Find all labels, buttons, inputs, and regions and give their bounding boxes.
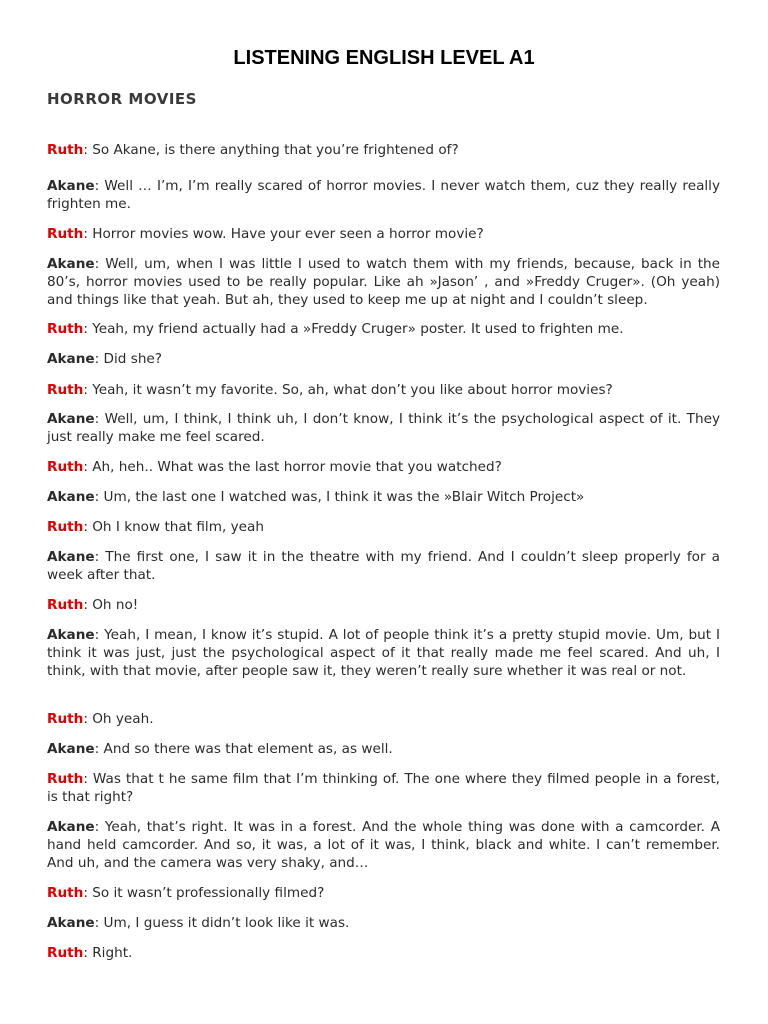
dialogue-text: : Well, um, I think, I think uh, I don’t know, I think it’s the psychological aspect of it. They just really make me feel scared. — [47, 411, 720, 445]
dialogue-line — [47, 320, 720, 338]
speaker-name: Ruth — [47, 459, 84, 475]
speaker-name: Akane — [47, 411, 95, 427]
dialogue-text: : Um, the last one I watched was, I think it was the »Blair Witch Project» — [94, 489, 585, 505]
speaker-name: Akane — [47, 915, 95, 931]
dialogue-line — [47, 488, 720, 506]
speaker-name: Akane — [47, 489, 95, 505]
speaker-name: Ruth — [47, 519, 84, 535]
document-subtitle: HORROR MOVIES — [47, 90, 197, 108]
dialogue-line — [47, 710, 720, 728]
dialogue-line — [47, 255, 720, 309]
dialogue-line — [47, 141, 720, 159]
dialogue-line — [47, 518, 720, 536]
dialogue-text: : Oh no! — [83, 597, 139, 613]
dialogue-text: : So Akane, is there anything that you’re frightened of? — [83, 142, 459, 158]
speaker-name: Ruth — [47, 771, 84, 787]
dialogue-text: : Horror movies wow. Have your ever seen a horror movie? — [83, 226, 484, 242]
dialogue-line — [47, 350, 720, 368]
dialogue-text: : Oh yeah. — [83, 711, 154, 727]
document-title: LISTENING ENGLISH LEVEL A1 — [233, 47, 535, 69]
dialogue-text: : Um, I guess it didn’t look like it was. — [94, 915, 350, 931]
dialogue-line — [47, 381, 720, 399]
dialogue-text: : Yeah, I mean, I know it’s stupid. A lot of people think it’s a pretty stupid movie. Um, but I think it was just, just the psychological aspect of it that really made me feel scared. And uh, I think, with that movie, after people saw it, they weren’t really sure whether it was real or not. — [47, 627, 720, 679]
dialogue-line — [47, 770, 720, 806]
speaker-name: Ruth — [47, 226, 84, 242]
dialogue-line — [47, 410, 720, 446]
dialogue-line — [47, 944, 720, 962]
dialogue-line — [47, 626, 720, 680]
speaker-name: Akane — [47, 256, 95, 272]
speaker-name: Akane — [47, 351, 95, 367]
dialogue-line — [47, 884, 720, 902]
dialogue-line — [47, 177, 720, 213]
dialogue-text: : Was that t he same film that I’m thinking of. The one where they filmed people in a forest, is that right? — [47, 771, 720, 805]
dialogue-text: : Did she? — [94, 351, 163, 367]
speaker-name: Ruth — [47, 142, 84, 158]
dialogue-text: : Right. — [83, 945, 133, 961]
dialogue-line — [47, 458, 720, 476]
speaker-name: Ruth — [47, 945, 84, 961]
speaker-name: Akane — [47, 741, 95, 757]
dialogue-text: : And so there was that element as, as well. — [94, 741, 393, 757]
dialogue-text: : Yeah, it wasn’t my favorite. So, ah, what don’t you like about horror movies? — [83, 382, 613, 398]
dialogue-text: : So it wasn’t professionally filmed? — [83, 885, 325, 901]
dialogue-text: : Yeah, that’s right. It was in a forest. And the whole thing was done with a camcorder. A hand held camcorder. And so, it was, a lot of it was, I think, black and white. I can’t remember. And uh, and the camera was very shaky, and… — [47, 819, 720, 871]
dialogue-text: : Well … I’m, I’m really scared of horror movies. I never watch them, cuz they really really frighten me. — [47, 178, 720, 212]
speaker-name: Akane — [47, 627, 95, 643]
dialogue-text: : Yeah, my friend actually had a »Freddy Cruger» poster. It used to frighten me. — [83, 321, 624, 337]
dialogue-line — [47, 740, 720, 758]
speaker-name: Akane — [47, 819, 95, 835]
speaker-name: Akane — [47, 178, 95, 194]
dialogue-line — [47, 225, 720, 243]
speaker-name: Ruth — [47, 597, 84, 613]
speaker-name: Ruth — [47, 711, 84, 727]
speaker-name: Ruth — [47, 885, 84, 901]
dialogue-line — [47, 914, 720, 932]
speaker-name: Akane — [47, 549, 95, 565]
speaker-name: Ruth — [47, 382, 84, 398]
dialogue-text: : Ah, heh.. What was the last horror movie that you watched? — [83, 459, 502, 475]
dialogue-text: : Oh I know that film, yeah — [83, 519, 264, 535]
speaker-name: Ruth — [47, 321, 84, 337]
dialogue-line — [47, 548, 720, 584]
dialogue-line — [47, 818, 720, 872]
dialogue-text: : The first one, I saw it in the theatre with my friend. And I couldn’t sleep properly for a week after that. — [47, 549, 720, 583]
dialogue-line — [47, 596, 720, 614]
dialogue-text: : Well, um, when I was little I used to watch them with my friends, because, back in the 80’s, horror movies used to be really popular. Like ah »Jason’ , and »Freddy Cruger». (Oh yeah) and things like that yeah. But ah, they used to keep me up at night and I couldn’t sleep. — [47, 256, 720, 308]
